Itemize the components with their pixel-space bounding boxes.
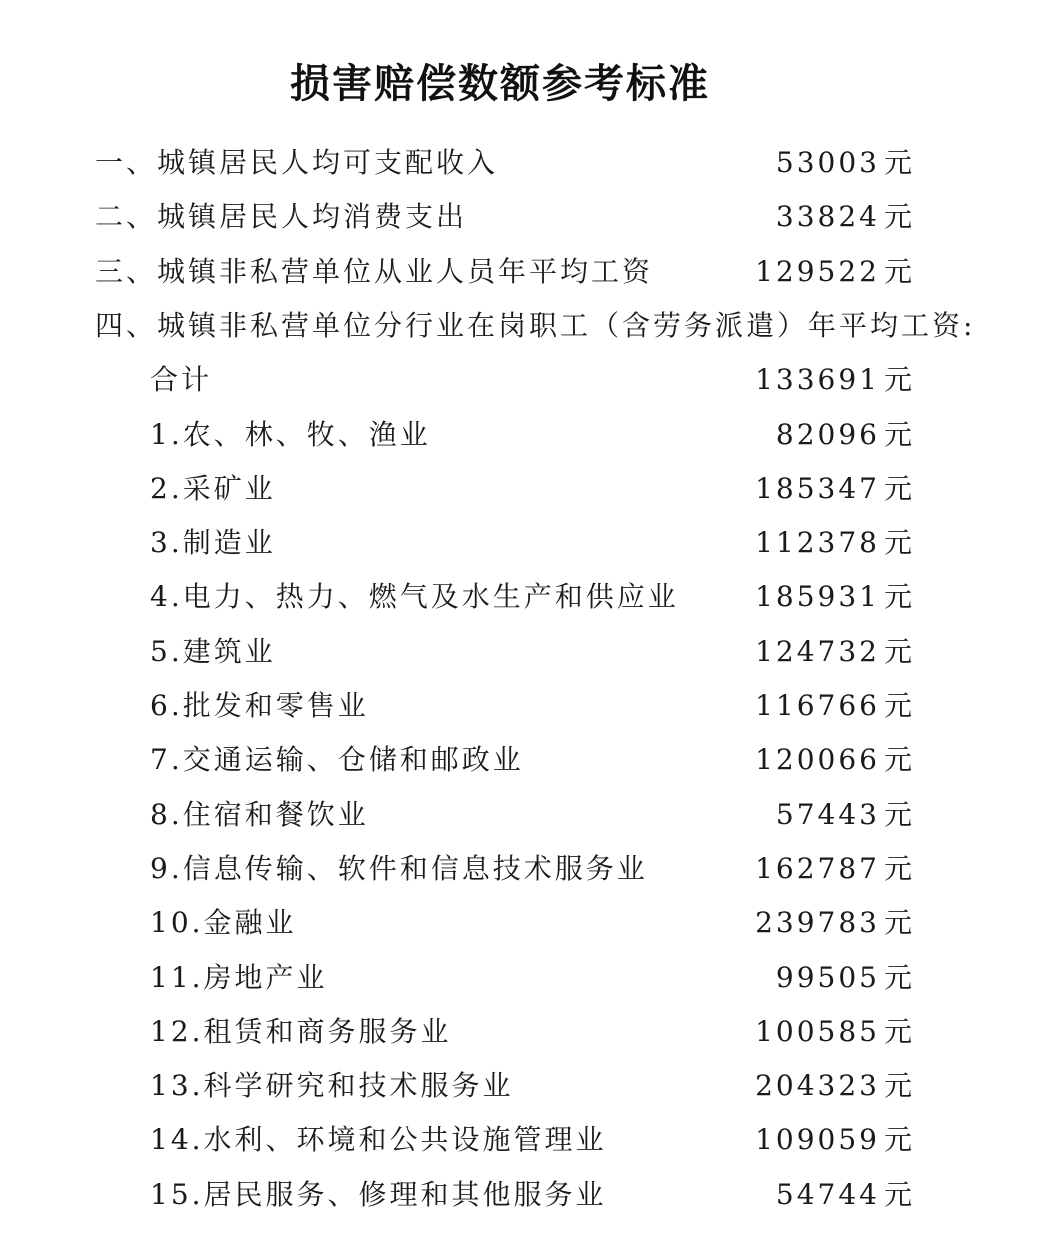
item-label: 14.水利、环境和公共设施管理业 bbox=[150, 1123, 607, 1157]
list-item bbox=[0, 469, 1045, 509]
list-item bbox=[0, 686, 1045, 726]
item-amount: 129522 bbox=[755, 254, 880, 288]
item-unit: 元 bbox=[884, 417, 913, 451]
list-item bbox=[0, 1120, 1045, 1160]
item-amount: 204323 bbox=[755, 1069, 880, 1103]
item-label: 三、城镇非私营单位从业人员年平均工资 bbox=[95, 254, 654, 288]
item-amount: 239783 bbox=[755, 906, 880, 940]
item-label: 合计 bbox=[150, 363, 213, 397]
item-unit: 元 bbox=[884, 797, 913, 831]
item-amount: 116766 bbox=[755, 689, 880, 722]
list-item bbox=[0, 795, 1045, 835]
item-amount: 53003 bbox=[775, 146, 880, 179]
item-amount: 185347 bbox=[755, 471, 880, 505]
item-amount: 82096 bbox=[775, 417, 880, 451]
item-label: 8.住宿和餐饮业 bbox=[150, 797, 369, 831]
item-amount: 112378 bbox=[755, 526, 880, 560]
item-unit: 元 bbox=[884, 960, 913, 994]
item-label: 7.交通运输、仓储和邮政业 bbox=[150, 743, 524, 777]
item-unit: 元 bbox=[884, 363, 913, 397]
item-unit: 元 bbox=[884, 254, 913, 288]
list-item bbox=[0, 632, 1045, 672]
list-item bbox=[0, 306, 1045, 346]
item-amount: 133691 bbox=[755, 363, 880, 397]
item-unit: 元 bbox=[884, 1123, 913, 1157]
item-label: 1.农、林、牧、渔业 bbox=[150, 417, 431, 451]
item-amount: 162787 bbox=[755, 851, 880, 885]
item-unit: 元 bbox=[884, 1014, 913, 1048]
item-amount: 120066 bbox=[755, 743, 880, 777]
item-label: 4.电力、热力、燃气及水生产和供应业 bbox=[150, 580, 679, 614]
item-unit: 元 bbox=[884, 851, 913, 885]
list-item bbox=[0, 415, 1045, 455]
item-amount: 33824 bbox=[775, 200, 880, 234]
item-label: 10.金融业 bbox=[150, 906, 297, 940]
item-unit: 元 bbox=[884, 146, 913, 179]
item-label: 一、城镇居民人均可支配收入 bbox=[95, 146, 499, 179]
list-item bbox=[0, 1012, 1045, 1052]
item-amount: 185931 bbox=[755, 580, 880, 614]
item-unit: 元 bbox=[884, 200, 913, 234]
item-amount: 54744 bbox=[775, 1177, 880, 1211]
list-item bbox=[0, 360, 1045, 400]
item-label: 15.居民服务、修理和其他服务业 bbox=[150, 1177, 607, 1211]
item-unit: 元 bbox=[884, 526, 913, 560]
item-label: 11.房地产业 bbox=[150, 960, 328, 994]
list-item bbox=[0, 143, 1045, 183]
item-amount: 99505 bbox=[775, 960, 880, 994]
item-amount: 109059 bbox=[755, 1123, 880, 1157]
item-label: 13.科学研究和技术服务业 bbox=[150, 1069, 514, 1103]
page-title: 损害赔偿数额参考标准 bbox=[290, 61, 710, 107]
list-item bbox=[0, 903, 1045, 943]
item-label: 9.信息传输、软件和信息技术服务业 bbox=[150, 851, 648, 885]
item-label: 12.租赁和商务服务业 bbox=[150, 1014, 452, 1048]
list-item bbox=[0, 1066, 1045, 1106]
item-unit: 元 bbox=[884, 634, 913, 668]
item-label: 2.采矿业 bbox=[150, 471, 276, 505]
item-unit: 元 bbox=[884, 1177, 913, 1211]
list-item bbox=[0, 1175, 1045, 1215]
item-amount: 100585 bbox=[755, 1014, 880, 1048]
item-label: 四、城镇非私营单位分行业在岗职工（含劳务派遣）年平均工资: bbox=[95, 308, 976, 342]
item-unit: 元 bbox=[884, 580, 913, 614]
item-unit: 元 bbox=[884, 743, 913, 777]
list-item bbox=[0, 849, 1045, 889]
item-unit: 元 bbox=[884, 471, 913, 505]
item-amount: 124732 bbox=[755, 634, 880, 668]
list-item bbox=[0, 577, 1045, 617]
item-label: 3.制造业 bbox=[150, 526, 276, 560]
item-label: 二、城镇居民人均消费支出 bbox=[95, 200, 468, 234]
item-label: 5.建筑业 bbox=[150, 634, 276, 668]
list-item bbox=[0, 252, 1045, 292]
list-item bbox=[0, 958, 1045, 998]
item-unit: 元 bbox=[884, 689, 913, 722]
item-unit: 元 bbox=[884, 1069, 913, 1103]
item-label: 6.批发和零售业 bbox=[150, 689, 369, 722]
item-unit: 元 bbox=[884, 906, 913, 940]
list-item bbox=[0, 740, 1045, 780]
list-item bbox=[0, 197, 1045, 237]
list-item bbox=[0, 523, 1045, 563]
item-amount: 57443 bbox=[775, 797, 880, 831]
